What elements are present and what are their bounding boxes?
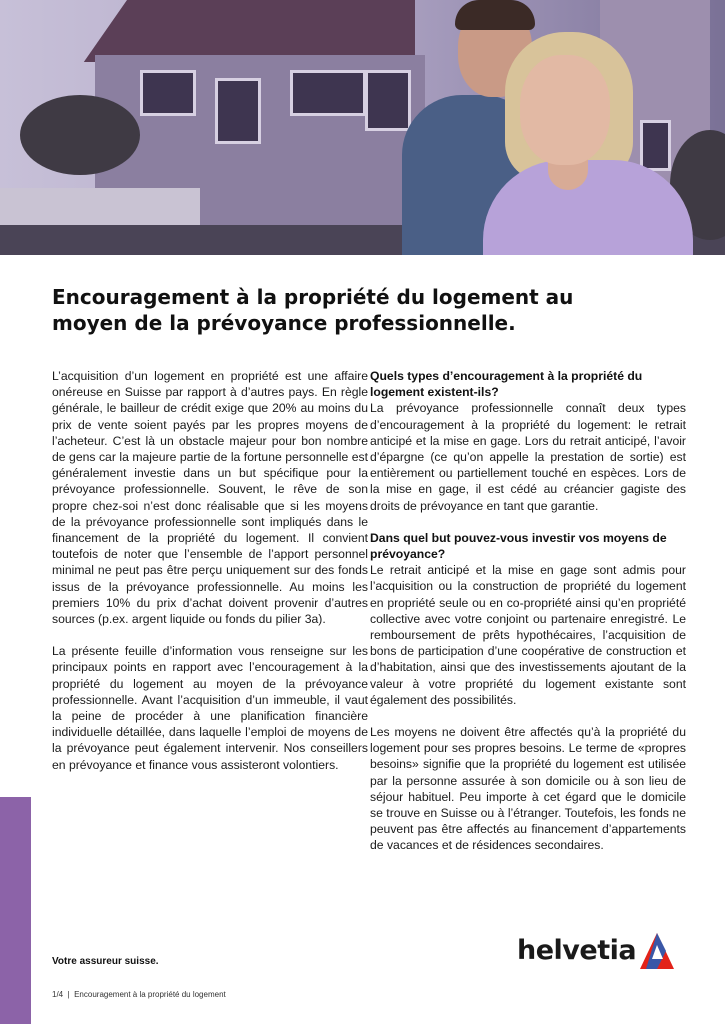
left-column [52, 368, 368, 789]
page-title: Encouragement à la propriété du logement au moyen de la prévoyance professionnelle. [52, 285, 574, 335]
hero-image [0, 0, 725, 255]
right-column [370, 368, 686, 870]
page-footer: 1/4 | Encouragement à la propriété du logement [52, 990, 226, 999]
section-text: Le retrait anticipé et la mise en gage sont admis pour l’acquisition ou la construction de propriété du logement en propriété seule ou en co-propriété ainsi qu’en propriété collective avec votre conjoint ou partenaire enregistré. Le remboursement de prêts hypothécaires, l’acquisition de bons de participation d’une coopérative de construction et d’habitation, ainsi que des investissements ajoutant de la valeur à votre propriété du logement existante sont également des possibilités. [370, 563, 686, 707]
info-paragraph: La présente feuille d’information vous renseigne sur les principaux points en rapport avec l’encouragement à la propriété du logement au moyen de la prévoyance professionnelle. Avant l’acquisition d’un immeuble, il vaut la peine de procéder à une planification financière individuelle détaillée, dans laquelle l’emploi de moyens de la prévoyance peut également intervenir. Nos conseillers en prévoyance et finance vous assisteront volontiers. [52, 644, 368, 772]
intro-paragraph: L’acquisition d’un logement en propriété est une affaire onéreuse en Suisse par rapport à d’autres pays. En règle générale, le bailleur de crédit exige que 20% au moins du prix de vente soient payés par les propres moyens de l’acheteur. C’est là un obstacle majeur pour bon nombre de gens car la majeure partie de la fortune personnelle est généralement investie dans un but spécifique pour la prévoyance professionnelle. Souvent, le rêve de son propre chez-soi n’est donc réalisable que si les moyens de la prévoyance professionnelle sont impliqués dans le financement de la propriété du logement. Il convient toutefois de noter que l’ensemble de l’apport personnel minimal ne peut pas être perçu uniquement sur des fonds issus de la prévoyance professionnelle. Au moins les premiers 10% du prix d’achat doivent provenir d’autres sources (p.ex. argent liquide ou fonds du pilier 3a). [52, 369, 368, 627]
helvetia-logo [517, 933, 677, 973]
section-text: La prévoyance professionnelle connaît deux types d’encouragement à la propriété du logement: le retrait anticipé et la mise en gage. Lors du retrait anticipé, l’avoir d’épargne (ce qu’on appelle la prestation de sortie) est entièrement ou partiellement touché en espèces. Lors de la mise en gage, il est cédé au créancier gagiste des droits de prévoyance en tant que garantie. [370, 401, 686, 513]
helvetia-triangle-logo-icon [640, 933, 674, 969]
own-needs-paragraph: Les moyens ne doivent être affectés qu’à la propriété du logement pour ses propres besoins. Le terme de «propres besoins» signifie que la propriété du logement est utilisée par la personne assurée à son domicile ou à son lieu de séjour habituel. Peu importe à cet égard que le domicile se trouve en Suisse ou à l’étranger. Toutefois, les fonds ne peuvent pas être affectés au financement d’appartements de vacances et de résidences secondaires. [370, 725, 686, 853]
logo-wordmark: helvetia [517, 935, 637, 966]
section-purpose [370, 530, 686, 708]
section-heading: Quels types d’encouragement à la propriété du logement existent-ils? [370, 369, 643, 400]
tagline: Votre assureur suisse. [52, 956, 159, 967]
section-types [370, 368, 686, 514]
section-heading: Dans quel but pouvez-vous investir vos moyens de prévoyance? [370, 530, 667, 562]
accent-side-bar [0, 797, 31, 1024]
